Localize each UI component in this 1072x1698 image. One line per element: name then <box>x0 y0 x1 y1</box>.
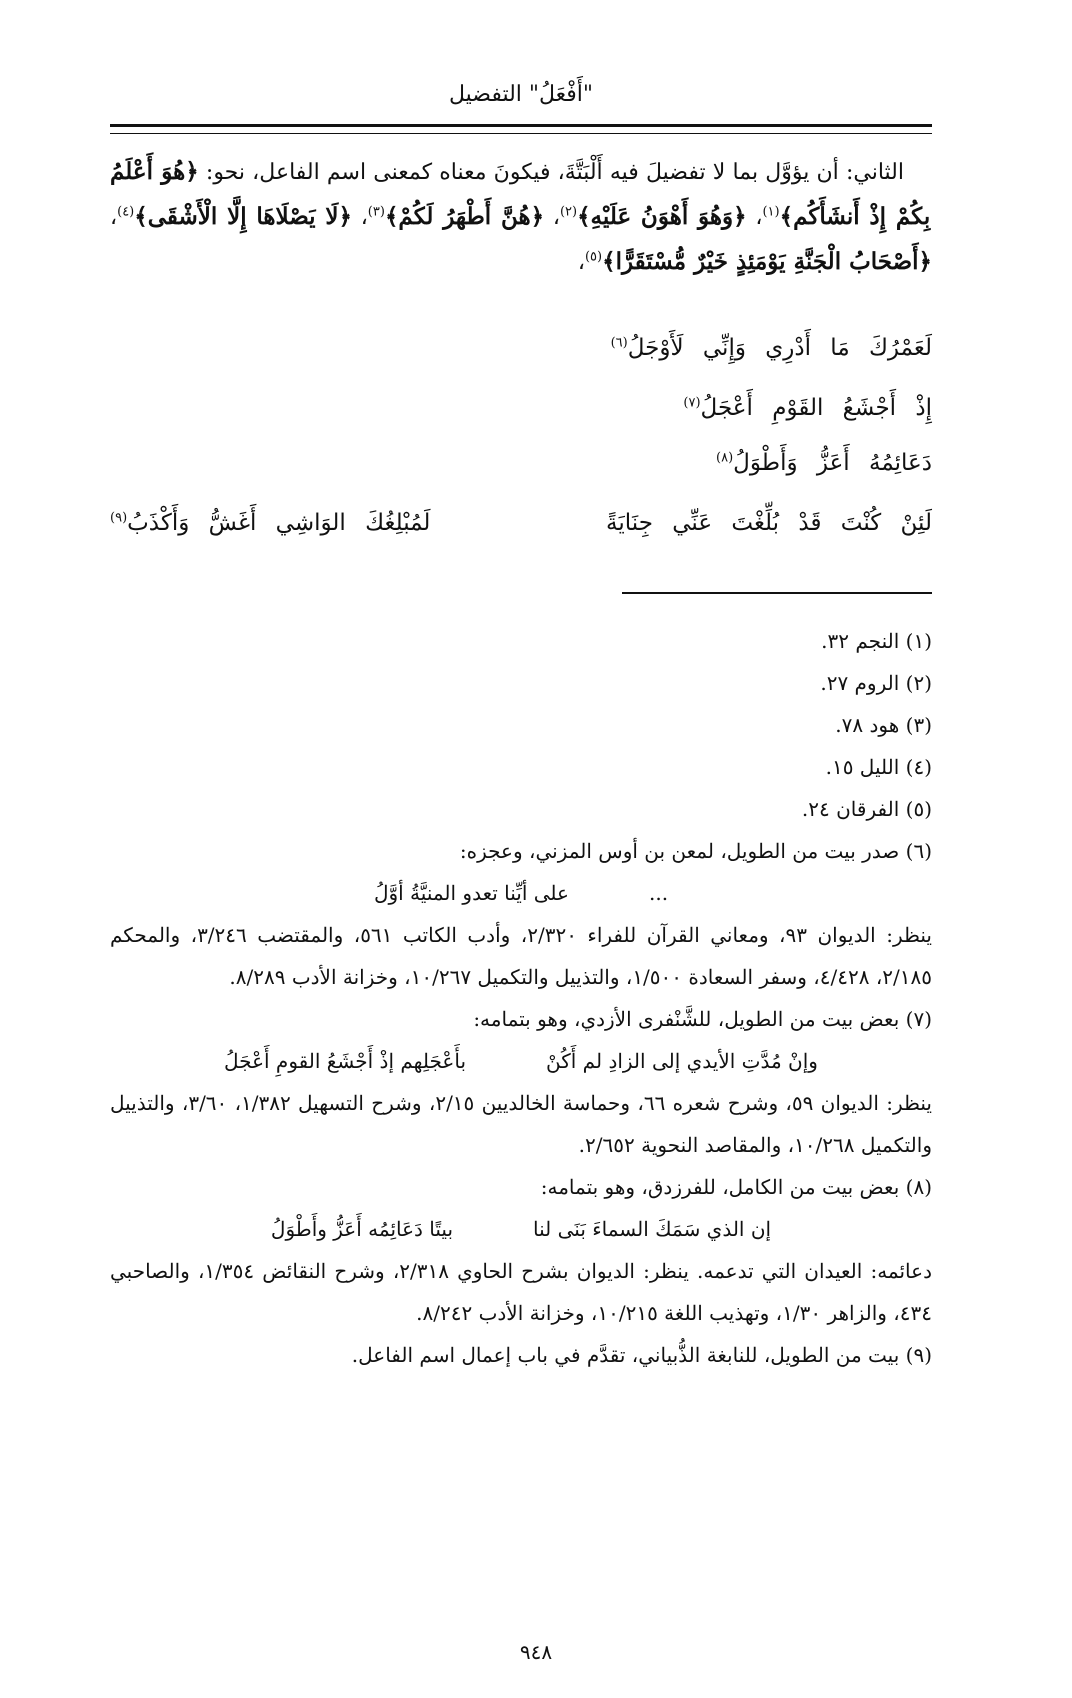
page-number: ٩٤٨ <box>519 1640 553 1664</box>
intro-paragraph <box>110 150 932 285</box>
footnote-2: (٢) الروم ٢٧. <box>820 671 932 695</box>
footnote-7-references: ينظر: الديوان ٥٩، وشرح شعره ٦٦، وحماسة الخالديين ٢/١٥، وشرح التسهيل ١/٣٨٢، ٣/٦٠، والتذييل والتكميل ١٠/٢٦٨، والمقاصد النحوية ٢/٦٥٢. <box>110 1091 933 1157</box>
footnote-9: (٩) بيت من الطويل، للنابغة الذُّبياني، تقدَّم في باب إعمال اسم الفاعل. <box>351 1343 932 1367</box>
footnote-7: (٧) بعض بيت من الطويل، للشَّنْفرى الأزدي، وهو بتمامه: <box>473 1007 932 1031</box>
footnote-6-poem <box>110 872 932 914</box>
footnote-7-poem <box>110 1040 932 1082</box>
verse-line-4-first-hemistich: لَئِنْ كُنْتَ قَدْ بُلِّغْتَ عَنِّي جِنَايَةً <box>606 510 932 536</box>
quran-quote-4: ﴿لَا يَصْلَاهَا إِلَّا الْأَشْقَى﴾ <box>134 203 352 230</box>
footnote-8-references: دعائمه: العيدان التي تدعمه. ينظر: الديوان بشرح الحاوي ٢/٣١٨، وشرح النقائض ١/٣٥٤، والصاحبي ٤٣٤، والزاهر ١/٣٠، وتهذيب اللغة ١٠/٢١٥، وخزانة الأدب ٨/٢٤٢. <box>110 1259 932 1325</box>
footnote-3: (٣) هود ٧٨. <box>835 713 932 737</box>
footnote-ref-8: (٨) <box>716 450 734 466</box>
running-header: "أَفْعَلُ" التفضيل <box>448 82 594 107</box>
verse-text: إِذْ أَجْشَعُ القَوْمِ أَعْجَلُ <box>700 395 932 421</box>
footnote-ref-9: (٩) <box>110 510 128 526</box>
footnote-8: (٨) بعض بيت من الكامل، للفرزدق، وهو بتمامه: <box>540 1175 932 1199</box>
poem-first-hemistich: ... <box>648 881 669 905</box>
header-rule-thick <box>110 124 932 127</box>
footnote-ref-3: (٣) <box>367 204 385 220</box>
footnote-4: (٤) الليل ١٥. <box>825 755 932 779</box>
footnote-ref-1: (١) <box>762 204 780 220</box>
verse-line-1 <box>611 335 932 361</box>
footnote-6: (٦) صدر بيت من الطويل، لمعن بن أوس المزني، وعجزه: <box>459 839 932 863</box>
main-text <box>110 150 932 285</box>
footnote-ref-6: (٦) <box>610 335 628 351</box>
separator: ، <box>110 205 118 230</box>
quran-quote-2: ﴿وَهُوَ أَهْوَنُ عَلَيْهِ﴾ <box>577 203 747 230</box>
separator: ، <box>544 205 560 230</box>
verse-text: لَمُبْلِغُكَ الوَاشِي أَغَشُّ وَأَكْذَبُ <box>127 510 431 536</box>
footnote-5: (٥) الفرقان ٢٤. <box>801 797 932 821</box>
separator: ، <box>746 205 763 230</box>
verse-line-3 <box>716 450 932 476</box>
separator: ، <box>577 250 585 275</box>
poem-second-hemistich: بأَعْجَلِهم إذْ أَجْشَعُ القومِ أَعْجَلُ <box>224 1049 467 1073</box>
footnote-1: (١) النجم ٣٢. <box>821 629 932 653</box>
poem-second-hemistich: بيتًا دَعَائِمُه أَعَزُّ وأَطْوَلُ <box>270 1217 454 1241</box>
verse-text: لَعَمْرُكَ مَا أَدْرِي وَإِنِّي لَأَوْجَلُ <box>627 335 932 361</box>
footnote-ref-5: (٥) <box>584 249 603 265</box>
verse-line-4-second-hemistich <box>110 510 430 536</box>
verse-text: دَعَائِمُهُ أَعَزُّ وَأَطْوَلُ <box>733 450 932 476</box>
separator: ، <box>351 205 368 230</box>
footnote-8-poem <box>110 1208 932 1250</box>
poem-first-hemistich: وإنْ مُدَّتِ الأيدي إلى الزادِ لم أَكُنْ <box>546 1049 818 1073</box>
quran-quote-3: ﴿هُنَّ أَطْهَرُ لَكُمْ﴾ <box>384 203 545 230</box>
footnote-ref-2: (٢) <box>559 204 578 220</box>
quran-quote-1: ﴿هُوَ أَعْلَمُ بِكُمْ إِذْ أَنشَأَكُم﴾ <box>110 158 931 230</box>
footnote-separator <box>622 592 932 594</box>
verse-line-2 <box>683 395 932 421</box>
poem-second-hemistich: على أيِّنا تعدو المنيَّةُ أوَّلُ <box>373 881 569 905</box>
intro-text: الثاني: أن يؤوَّل بما لا تفضيلَ فيه أَلْبَتَّةَ، فيكونَ معناه كمعنى اسم الفاعل، نحو: <box>205 160 904 185</box>
footnote-ref-7: (٧) <box>683 395 701 411</box>
header-rule-thin <box>110 133 932 134</box>
footnotes <box>110 620 932 1376</box>
footnote-ref-4: (٤) <box>117 204 135 220</box>
quran-quote-5: ﴿أَصْحَابُ الْجَنَّةِ يَوْمَئِذٍ خَيْرٌ مُّسْتَقَرًّا﴾ <box>602 248 932 275</box>
poem-first-hemistich: إن الذي سَمَكَ السماءَ بَنَى لنا <box>533 1217 772 1241</box>
footnote-6-references: ينظر: الديوان ٩٣، ومعاني القرآن للفراء ٢/٣٢٠، وأدب الكاتب ٥٦١، والمقتضب ٣/٢٤٦، والمحكم ٢/١٨٥، ٤/٤٢٨، وسفر السعادة ١/٥٠٠، والتذييل والتكميل ١٠/٢٦٧، وخزانة الأدب ٨/٢٨٩. <box>110 923 932 989</box>
